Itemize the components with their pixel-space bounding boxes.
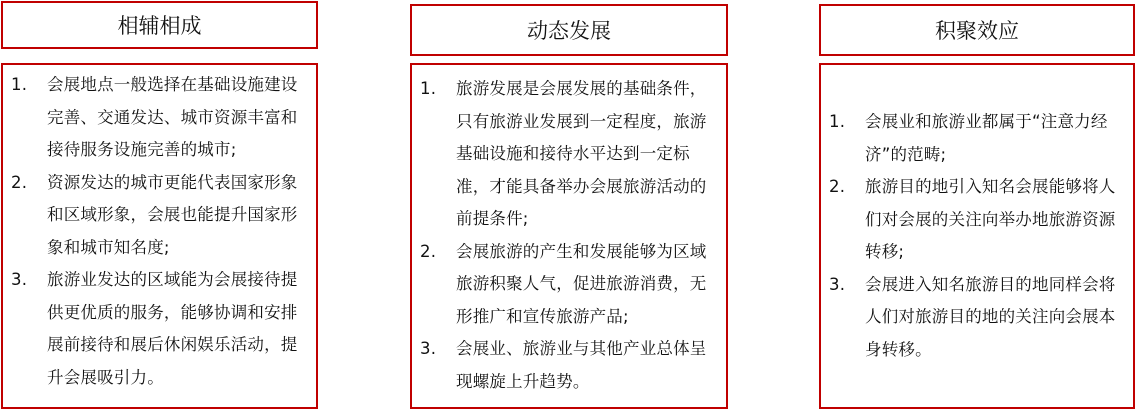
item-text: 会展地点一般选择在基础设施建设完善、交通发达、城市资源丰富和接待服务设施完善的城市; [47,75,298,159]
list-item [829,106,1131,171]
item-number: 2. [420,241,437,261]
item-number: 3. [420,339,437,358]
item-number: 1. [11,75,28,94]
list-item [11,264,311,394]
list-item [829,269,1131,367]
column-title: 积聚效应 [819,4,1135,56]
item-text: 资源发达的城市更能代表国家形象和区域形象，会展也能提升国家形象和城市知名度; [47,172,298,257]
item-text: 旅游业发达的区域能为会展接待提供更优质的服务，能够协调和安排展前接待和展后休闲娱乐活动，提升会展吸引力。 [47,270,298,387]
list-item [420,73,722,236]
item-text: 旅游发展是会展发展的基础条件，只有旅游业发展到一定程度，旅游基础设施和接待水平达到一定标准，才能具备举办会展旅游活动的前提条件; [456,79,707,228]
item-number: 1. [829,112,846,131]
item-number: 1. [420,79,437,98]
item-text: 会展旅游的产生和发展能够为区域旅游积聚人气，促进旅游消费，无形推广和宣传旅游产品; [456,241,707,326]
item-text: 旅游目的地引入知名会展能够将人们对会展的关注向举办地旅游资源转移; [865,177,1116,261]
item-number: 3. [829,274,846,294]
list-item [420,333,722,398]
item-text: 会展业、旅游业与其他产业总体呈现螺旋上升趋势。 [456,339,707,391]
list-item [420,236,722,334]
column-title: 相辅相成 [1,1,318,49]
list-item [11,167,311,265]
item-number: 3. [11,270,28,289]
item-list [11,69,311,394]
item-list [829,106,1131,366]
column-title: 动态发展 [410,4,728,56]
list-item [11,69,311,167]
list-item [829,171,1131,269]
item-list [420,73,722,398]
item-number: 2. [11,172,28,192]
item-text: 会展进入知名旅游目的地同样会将人们对旅游目的地的关注向会展本身转移。 [865,274,1116,359]
item-number: 2. [829,177,846,196]
item-text: 会展业和旅游业都属于“注意力经济”的范畴; [865,112,1108,164]
